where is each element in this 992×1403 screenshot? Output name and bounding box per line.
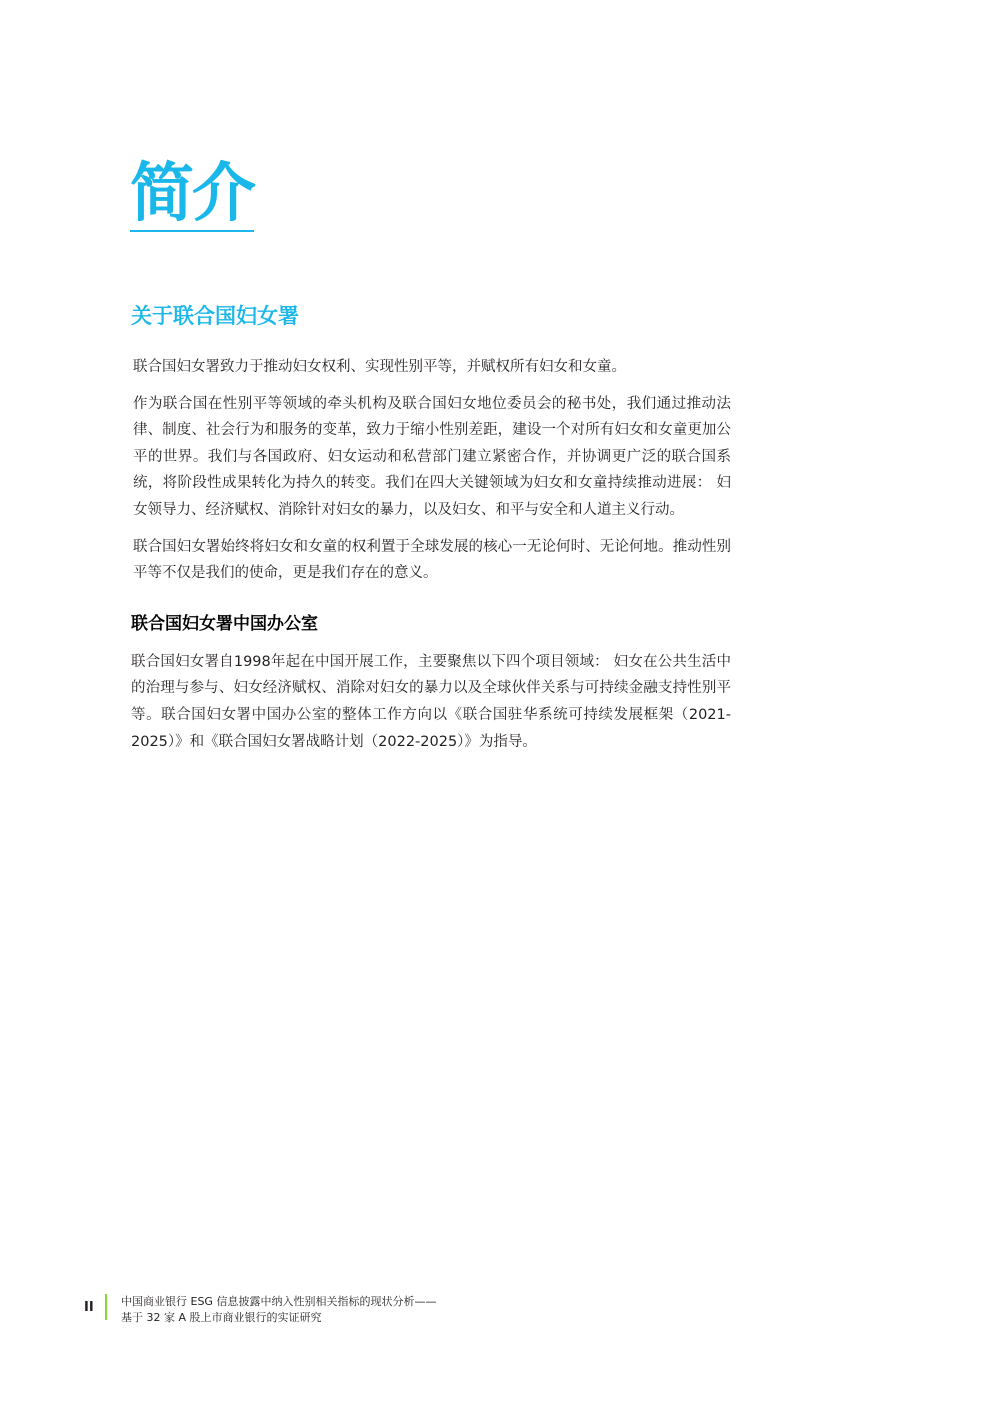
footer-divider: [105, 1294, 107, 1320]
footer-report-title: [121, 1294, 436, 1325]
subsection-heading-china-office: 联合国妇女署中国办公室: [131, 613, 318, 634]
page-footer: [84, 1294, 504, 1328]
page-number: II: [84, 1300, 94, 1315]
about-paragraph-1: 联合国妇女署致力于推动妇女权利、实现性别平等，并赋权所有妇女和女童。: [133, 359, 626, 375]
footer-title-line-1: 中国商业银行 ESG 信息披露中纳入性别相关指标的现状分析——: [121, 1295, 437, 1308]
about-paragraph-2: 作为联合国在性别平等领域的牵头机构及联合国妇女地位委员会的秘书处，我们通过推动法律、制度、社会行为和服务的变革，致力于缩小性别差距，建设一个对所有妇女和女童更加公平的世界。我们与各国政府、妇女运动和私营部门建立紧密合作，并协调更广泛的联合国系统，将阶段性成果转化为持久的转变。我们在四大关键领域为妇女和女童持续推动进展： 妇女领导力、经济赋权、消除针对妇女的暴力，以及妇女、和平与安全和人道主义行动。: [133, 395, 731, 518]
china-office-paragraph: 联合国妇女署自1998年起在中国开展工作，主要聚焦以下四个项目领域： 妇女在公共生活中的治理与参与、妇女经济赋权、消除对妇女的暴力以及全球伙伴关系与可持续金融支持性别平等。联合国妇女署中国办公室的整体工作方向以《联合国驻华系统可持续发展框架（2021-2025）》和《联合国妇女署战略计划（2022-2025）》为指导。: [131, 653, 731, 750]
footer-title-line-2: 基于 32 家 A 股上市商业银行的实证研究: [121, 1310, 322, 1324]
section-heading-about: 关于联合国妇女署: [131, 304, 299, 328]
main-content: [131, 300, 731, 765]
about-paragraph-3: 联合国妇女署始终将妇女和女童的权利置于全球发展的核心一无论何时、无论何地。推动性别平等不仅是我们的使命，更是我们存在的意义。: [133, 538, 731, 582]
page-title: 简介: [130, 157, 254, 231]
